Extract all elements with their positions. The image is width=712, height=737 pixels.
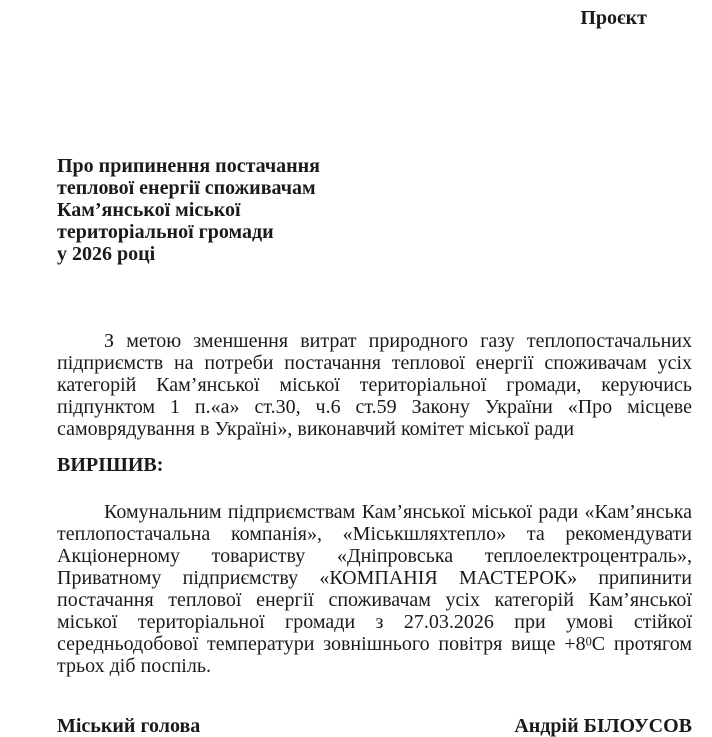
decision-text-before-superscript: Комунальним підприємствам Кам’янської міської ради «Кам’янська теплопостачальна компанія», «Міськшляхтепло» та рекомендувати Акціонерному товариству «Дніпровська теплоелектроцентраль», Приватному підприємству «КОМПАНІЯ МАСТЕРОК» припинити постачання теплової енергії споживачам усіх категорій Кам’янської міської територіальної громади з 27.03.2026 при умові стійкої середньодобової температури зовнішнього повітря вище +8 [57, 501, 692, 655]
intro-paragraph: З метою зменшення витрат природного газу теплопостачальних підприємств на потреби постачання теплової енергії споживачам усіх категорій Кам’янської міської територіальної громади, керуючись підпунктом 1 п.«а» ст.30, ч.6 ст.59 Закону України «Про місцеве самоврядування в Україні», виконавчий комітет міської ради [57, 330, 692, 440]
signature-position: Міський голова [57, 715, 201, 737]
draft-label: Проєкт [580, 7, 647, 29]
signature-row [57, 715, 692, 737]
decision-heading: ВИРІШИВ: [57, 454, 164, 476]
decision-paragraph [57, 501, 692, 677]
title-line-1: Про припинення постачання [57, 155, 320, 177]
signature-name: Андрій БІЛОУСОВ [514, 715, 692, 737]
decision-text-after-superscript: С протягом трьох діб поспіль. [57, 633, 693, 677]
title-line-2: теплової енергії споживачам [57, 177, 316, 199]
title-line-4: територіальної громади [57, 221, 274, 243]
document-title [57, 155, 692, 265]
title-line-3: Кам’янської міської [57, 199, 241, 221]
title-line-5: у 2026 році [57, 243, 156, 265]
temperature-degree-superscript: 0 [585, 634, 592, 649]
